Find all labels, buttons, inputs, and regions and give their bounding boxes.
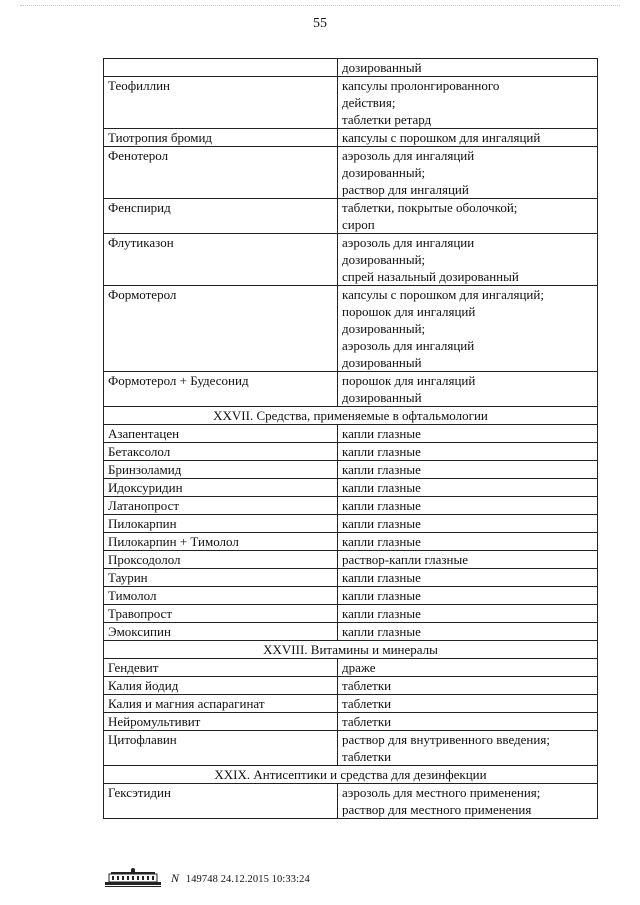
dosage-form-line: сироп bbox=[342, 217, 375, 232]
drug-name-cell: Тиотропия бромид bbox=[104, 129, 338, 147]
drug-name-cell bbox=[104, 59, 338, 77]
page-number: 55 bbox=[313, 16, 327, 31]
dosage-form-cell bbox=[338, 372, 598, 407]
table-row bbox=[104, 623, 598, 641]
table-row bbox=[104, 147, 598, 199]
dosage-form-line: капли глазные bbox=[342, 516, 421, 531]
dosage-form-cell bbox=[338, 677, 598, 695]
document-stamp bbox=[171, 871, 310, 886]
dosage-form-cell bbox=[338, 659, 598, 677]
government-building-logo bbox=[103, 867, 163, 889]
dosage-form-cell bbox=[338, 425, 598, 443]
table-row bbox=[104, 587, 598, 605]
document-datetime: 24.12.2015 10:33:24 bbox=[220, 873, 310, 885]
dosage-form-line: аэрозоль для ингаляций bbox=[342, 148, 475, 163]
drug-name-cell: Калия йодид bbox=[104, 677, 338, 695]
dosage-form-line: капли глазные bbox=[342, 426, 421, 441]
dosage-form-line: капли глазные bbox=[342, 444, 421, 459]
dosage-form-line: таблетки ретард bbox=[342, 112, 432, 127]
dosage-form-cell bbox=[338, 605, 598, 623]
section-header-row bbox=[104, 641, 598, 659]
table-row bbox=[104, 569, 598, 587]
dosage-form-cell bbox=[338, 443, 598, 461]
dosage-form-cell bbox=[338, 533, 598, 551]
dosage-form-cell bbox=[338, 234, 598, 286]
dosage-form-line: таблетки bbox=[342, 714, 392, 729]
section-header-row bbox=[104, 407, 598, 425]
dosage-form-line: таблетки bbox=[342, 678, 392, 693]
dosage-form-line: драже bbox=[342, 660, 376, 675]
drug-name-cell: Гендевит bbox=[104, 659, 338, 677]
dosage-form-line: порошок для ингаляций bbox=[342, 304, 476, 319]
dosage-form-line: таблетки bbox=[342, 749, 392, 764]
drug-name-cell: Таурин bbox=[104, 569, 338, 587]
dosage-form-cell bbox=[338, 199, 598, 234]
table-row bbox=[104, 605, 598, 623]
dosage-form-line: порошок для ингаляций bbox=[342, 373, 476, 388]
dosage-form-cell bbox=[338, 479, 598, 497]
dosage-form-line: спрей назальный дозированный bbox=[342, 269, 519, 284]
table-row bbox=[104, 695, 598, 713]
drug-table bbox=[103, 58, 598, 819]
dosage-form-line: дозированный bbox=[342, 355, 422, 370]
dosage-form-cell bbox=[338, 129, 598, 147]
table-row bbox=[104, 713, 598, 731]
dosage-form-line: капли глазные bbox=[342, 570, 421, 585]
table-row bbox=[104, 515, 598, 533]
drug-table-body bbox=[104, 59, 598, 819]
dosage-form-line: таблетки, покрытые оболочкой; bbox=[342, 200, 518, 215]
dosage-form-line: капли глазные bbox=[342, 462, 421, 477]
dosage-form-line: капсулы пролонгированного bbox=[342, 78, 500, 93]
table-row bbox=[104, 551, 598, 569]
drug-name-cell: Цитофлавин bbox=[104, 731, 338, 766]
drug-name-cell: Калия и магния аспарагинат bbox=[104, 695, 338, 713]
table-row bbox=[104, 659, 598, 677]
section-header-row bbox=[104, 766, 598, 784]
dosage-form-line: капли глазные bbox=[342, 606, 421, 621]
dosage-form-line: раствор для внутривенного введения; bbox=[342, 732, 550, 747]
drug-name-cell: Формотерол + Будесонид bbox=[104, 372, 338, 407]
dosage-form-line: дозированный; bbox=[342, 321, 426, 336]
drug-name-cell: Пилокарпин bbox=[104, 515, 338, 533]
dosage-form-line: дозированный; bbox=[342, 165, 426, 180]
dosage-form-cell bbox=[338, 731, 598, 766]
drug-name-cell: Нейромультивит bbox=[104, 713, 338, 731]
drug-name-cell: Теофиллин bbox=[104, 77, 338, 129]
table-row bbox=[104, 199, 598, 234]
document-number: 149748 bbox=[185, 873, 218, 885]
drug-name-cell: Тимолол bbox=[104, 587, 338, 605]
dosage-form-cell bbox=[338, 695, 598, 713]
document-footer bbox=[103, 866, 310, 890]
drug-name-cell: Фенотерол bbox=[104, 147, 338, 199]
document-number-prefix: N bbox=[171, 870, 180, 885]
dosage-form-line: капли глазные bbox=[342, 534, 421, 549]
dosage-form-line: раствор для ингаляций bbox=[342, 182, 469, 197]
drug-name-cell: Латанопрост bbox=[104, 497, 338, 515]
drug-name-cell: Гексэтидин bbox=[104, 784, 338, 819]
dosage-form-cell bbox=[338, 497, 598, 515]
dosage-form-line: раствор для местного применения bbox=[342, 802, 532, 817]
drug-name-cell: Флутиказон bbox=[104, 234, 338, 286]
dosage-form-cell bbox=[338, 784, 598, 819]
dosage-form-cell bbox=[338, 147, 598, 199]
dosage-form-cell bbox=[338, 569, 598, 587]
dosage-form-line: аэрозоль для ингаляций bbox=[342, 338, 475, 353]
dosage-form-line: аэрозоль для местного применения; bbox=[342, 785, 541, 800]
drug-name-cell: Проксодолол bbox=[104, 551, 338, 569]
dosage-form-line: аэрозоль для ингаляции bbox=[342, 235, 475, 250]
table-row bbox=[104, 784, 598, 819]
section-title: XXVIII. Витамины и минералы bbox=[104, 641, 598, 659]
section-title: XXIX. Антисептики и средства для дезинфекции bbox=[104, 766, 598, 784]
table-row bbox=[104, 533, 598, 551]
drug-name-cell: Фенспирид bbox=[104, 199, 338, 234]
table-row bbox=[104, 372, 598, 407]
table-row bbox=[104, 425, 598, 443]
dosage-form-line: раствор-капли глазные bbox=[342, 552, 468, 567]
drug-name-cell: Идоксуридин bbox=[104, 479, 338, 497]
table-row bbox=[104, 129, 598, 147]
scan-top-edge bbox=[20, 5, 620, 7]
dosage-form-line: капсулы с порошком для ингаляций bbox=[342, 130, 541, 145]
drug-name-cell: Бринзоламид bbox=[104, 461, 338, 479]
table-row bbox=[104, 677, 598, 695]
dosage-form-cell bbox=[338, 286, 598, 372]
table-row bbox=[104, 731, 598, 766]
table-row bbox=[104, 59, 598, 77]
dosage-form-line: дозированный bbox=[342, 60, 422, 75]
dosage-form-cell bbox=[338, 461, 598, 479]
drug-name-cell: Азапентацен bbox=[104, 425, 338, 443]
dosage-form-line: капли глазные bbox=[342, 588, 421, 603]
drug-name-cell: Бетаксолол bbox=[104, 443, 338, 461]
dosage-form-cell bbox=[338, 59, 598, 77]
dosage-form-line: капли глазные bbox=[342, 624, 421, 639]
dosage-form-cell bbox=[338, 77, 598, 129]
section-title: XXVII. Средства, применяемые в офтальмологии bbox=[104, 407, 598, 425]
dosage-form-cell bbox=[338, 515, 598, 533]
dosage-form-cell bbox=[338, 587, 598, 605]
dosage-form-line: действия; bbox=[342, 95, 396, 110]
dosage-form-line: капли глазные bbox=[342, 498, 421, 513]
drug-name-cell: Пилокарпин + Тимолол bbox=[104, 533, 338, 551]
dosage-form-line: дозированный bbox=[342, 390, 422, 405]
dosage-form-line: капсулы с порошком для ингаляций; bbox=[342, 287, 544, 302]
table-row bbox=[104, 286, 598, 372]
dosage-form-line: капли глазные bbox=[342, 480, 421, 495]
table-row bbox=[104, 461, 598, 479]
dosage-form-cell bbox=[338, 713, 598, 731]
dosage-form-line: таблетки bbox=[342, 696, 392, 711]
dosage-form-cell bbox=[338, 623, 598, 641]
dosage-form-line: дозированный; bbox=[342, 252, 426, 267]
table-row bbox=[104, 497, 598, 515]
drug-name-cell: Травопрост bbox=[104, 605, 338, 623]
table-row bbox=[104, 479, 598, 497]
table-row bbox=[104, 234, 598, 286]
dosage-form-cell bbox=[338, 551, 598, 569]
table-row bbox=[104, 77, 598, 129]
drug-name-cell: Формотерол bbox=[104, 286, 338, 372]
drug-name-cell: Эмоксипин bbox=[104, 623, 338, 641]
table-row bbox=[104, 443, 598, 461]
